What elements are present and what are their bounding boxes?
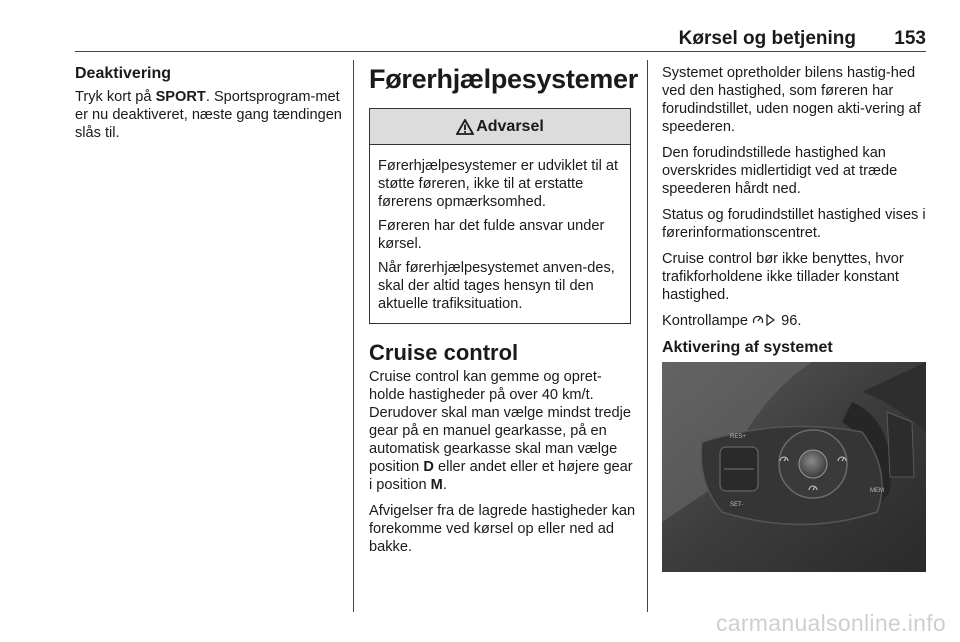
cruise-control-heading: Cruise control <box>369 340 519 365</box>
deactivation-heading: Deaktivering <box>75 65 172 82</box>
sport-label: SPORT <box>155 89 206 105</box>
warning-text-3: Når førerhjælpesystemet anven-des, skal der altid tages hensyn til den aktuelle trafiksituation. <box>378 260 615 312</box>
system-text-3: Status og forudindstillet hastighed vises i førerinformationscentret. <box>662 207 926 241</box>
chapter-title: Kørsel og betjening <box>678 28 856 49</box>
warning-header <box>370 109 630 145</box>
res-label: RES+ <box>730 434 746 440</box>
steering-wheel-controls-photo <box>662 362 926 572</box>
header-rule <box>75 51 926 52</box>
section-title: Førerhjælpesystemer <box>369 64 638 94</box>
column-middle <box>369 64 637 564</box>
warning-body <box>370 145 630 323</box>
page-reference-arrow-icon[interactable] <box>766 314 775 326</box>
warning-box <box>369 108 631 324</box>
system-text-4: Cruise control bør ikke benyttes, hvor trafikforholdene ikke tillader konstant hastighed. <box>662 251 904 303</box>
column-divider-2 <box>647 60 648 612</box>
watermark: carmanualsonline.info <box>715 610 946 636</box>
indicator-reference: Kontrollampe 96. <box>662 313 802 329</box>
warning-text-1: Førerhjælpesystemer er udviklet til at støtte føreren, ikke til at erstatte førerens opmærksomhed. <box>378 158 619 210</box>
column-right <box>662 64 928 362</box>
cruise-control-text-1: Cruise control kan gemme og opret-holde hastigheder på over 40 km/t. Derudover skal man vælge mindst tredje gear på en manuel gearkasse, på en automatisk gearkasse skal man vælge position D eller andet eller et højere gear i position M. <box>369 369 633 493</box>
warning-text-2: Føreren har det fulde ansvar under kørsel. <box>378 218 605 252</box>
cruise-control-lamp-icon <box>752 314 764 326</box>
set-label: SET- <box>730 502 744 508</box>
steering-wheel-illustration <box>662 362 926 572</box>
warning-triangle-icon <box>456 119 474 135</box>
system-text-1: Systemet opretholder bilens hastig-hed ved den hastighed, som føreren har forudindstillet, uden nogen akti-vering af speederen. <box>662 65 921 135</box>
deactivation-text: Tryk kort på SPORT. Sportsprogram-met er nu deaktiveret, næste gang tændingen slås til. <box>75 89 342 141</box>
warning-label: Advarsel <box>476 117 544 135</box>
column-left <box>75 64 345 150</box>
cruise-control-text-2: Afvigelser fra de lagrede hastigheder kan forekomme ved kørsel op eller ned ad bakke. <box>369 503 636 555</box>
column-divider-1 <box>353 60 354 612</box>
page-header <box>75 28 926 52</box>
mem-label: MEM <box>870 488 884 494</box>
activation-heading: Aktivering af systemet <box>662 339 833 356</box>
page-number: 153 <box>894 28 926 49</box>
system-text-2: Den forudindstillede hastighed kan overskrides midlertidigt ved at træde speederen hårdt ned. <box>662 145 898 197</box>
